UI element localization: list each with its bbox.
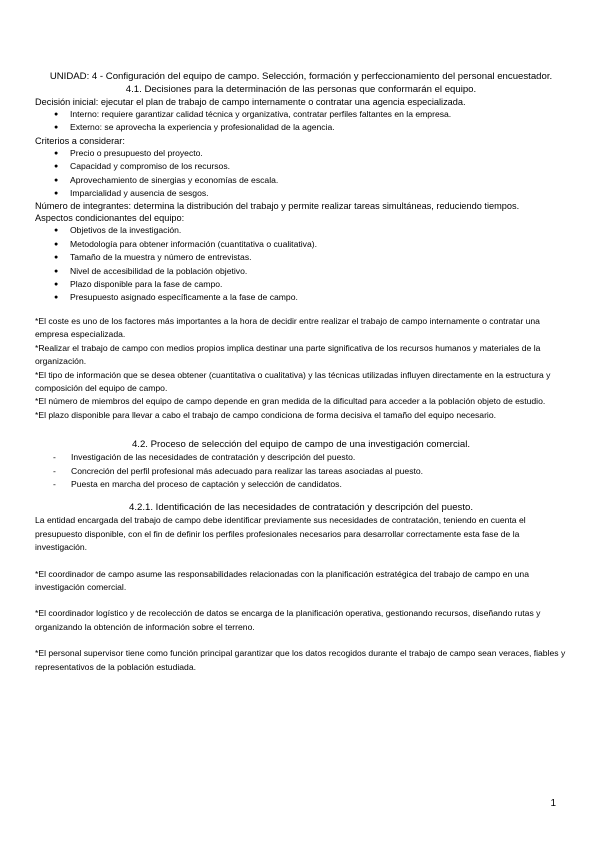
note-paragraph: *El personal supervisor tiene como función principal garantizar que los datos recogidos durante el trabajo de campo sean veraces, fiables y representativos de la población estudiada. — [35, 648, 566, 672]
note-paragraph: *El coordinador logístico y de recolección de datos se encarga de la planificación operativa, gestionando recursos, diseñando rutas y organizando la obtención de información sobre el terreno. — [35, 608, 541, 632]
note-paragraph: *El plazo disponible para llevar a cabo el trabajo de campo condiciona de forma decisiva el tamaño del equipo necesario. — [35, 409, 497, 420]
note-paragraph: *El coordinador de campo asume las responsabilidades relacionadas con la planificación estratégica del trabajo de campo en una investigación comercial. — [35, 568, 529, 592]
note-paragraph: *Realizar el trabajo de campo con medios propios implica destinar una parte significativa de los recursos humanos y materiales de la organización. — [35, 342, 541, 367]
note-paragraph: *El número de miembros del equipo de campo depende en gran medida de la dificultad para acceder a la población objeto de estudio. — [35, 396, 546, 407]
aspects-label: Aspectos condicionantes del equipo: — [35, 213, 185, 224]
list-item: ● Imparcialidad y ausencia de sesgos. — [35, 187, 567, 200]
document-body — [35, 71, 567, 674]
section-4-1-heading: 4.1. Decisiones para la determinación de las personas que conformarán el equipo. — [125, 84, 477, 95]
note-paragraph: *El coste es uno de los factores más importantes a la hora de decidir entre realizar el trabajo de campo internamente o contratar una empresa especializada. — [35, 315, 540, 340]
initial-decision-text: Decisión inicial: ejecutar el plan de trabajo de campo internamente o contratar una agencia especializada. — [35, 97, 466, 107]
list-item: ● Interno: requiere garantizar calidad técnica y organizativa, contratar perfiles faltantes en la empresa. — [35, 108, 567, 121]
list-item: ● Precio o presupuesto del proyecto. — [35, 147, 567, 160]
section-4-2-1-heading: 4.2.1. Identificación de las necesidades de contratación y descripción del puesto. — [129, 502, 473, 514]
note-paragraph: *El tipo de información que se desea obtener (cuantitativa o cualitativa) y las técnicas utilizadas influyen directamente en la estructura y composición del equipo de campo. — [35, 369, 551, 393]
page-number: 1 — [550, 798, 556, 809]
list-item: ● Objetivos de la investigación. — [35, 224, 567, 237]
list-item: - Puesta en marcha del proceso de captación y selección de candidatos. — [35, 478, 567, 491]
list-item: ● Aprovechamiento de sinergias y economías de escala. — [35, 174, 567, 187]
section-4-2-heading: 4.2. Proceso de selección del equipo de campo de una investigación comercial. — [131, 439, 471, 451]
intro-paragraph: La entidad encargada del trabajo de campo debe identificar previamente sus necesidades de contratación, teniendo en cuenta el presupuesto disponible, con el fin de definir los perfiles profesionales necesarios para desarrollar correctamente esta fase de la investigación. — [35, 515, 526, 553]
list-item: - Concreción del perfil profesional más adecuado para realizar las tareas asociadas al puesto. — [35, 465, 567, 478]
list-item: ● Nivel de accesibilidad de la población objetivo. — [35, 265, 567, 278]
criteria-list — [35, 147, 567, 201]
decision-list — [35, 108, 567, 135]
list-item: ● Externo: se aprovecha la experiencia y profesionalidad de la agencia. — [35, 121, 567, 134]
aspects-list — [35, 224, 567, 304]
unit-title: UNIDAD: 4 - Configuración del equipo de campo. Selección, formación y perfeccionamiento del personal encuestador. — [49, 71, 553, 82]
selection-process-list — [35, 451, 567, 491]
members-text: Número de integrantes: determina la distribución del trabajo y permite realizar tareas simultáneas, reduciendo tiempos. — [35, 201, 520, 212]
list-item: ● Metodología para obtener información (cuantitativa o cualitativa). — [35, 238, 567, 251]
list-item: ● Plazo disponible para la fase de campo. — [35, 278, 567, 291]
list-item: ● Tamaño de la muestra y número de entrevistas. — [35, 251, 567, 264]
criteria-label: Criterios a considerar: — [35, 135, 125, 146]
list-item: - Investigación de las necesidades de contratación y descripción del puesto. — [35, 451, 567, 464]
list-item: ● Capacidad y compromiso de los recursos. — [35, 160, 567, 173]
list-item: ● Presupuesto asignado específicamente a la fase de campo. — [35, 291, 567, 304]
